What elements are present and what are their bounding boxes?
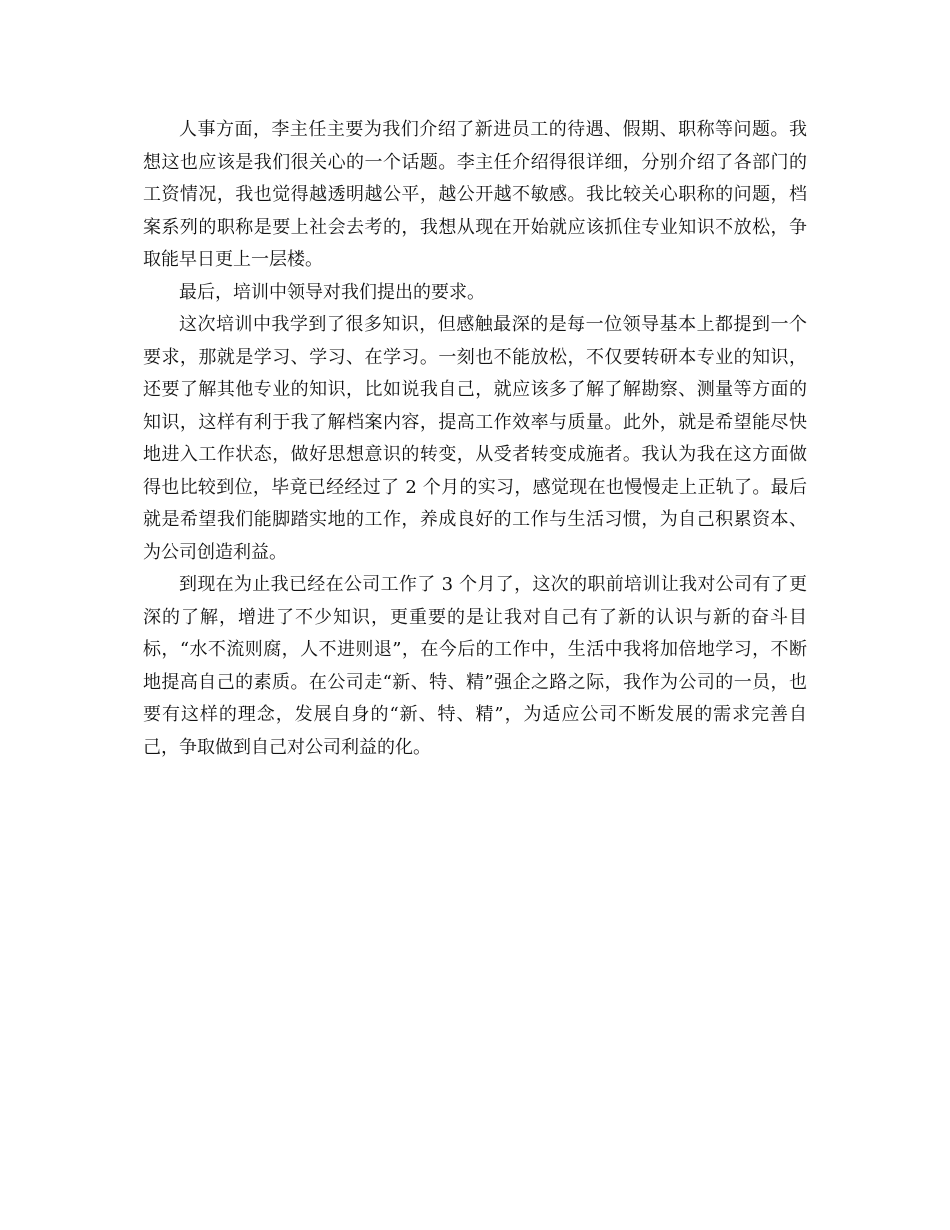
paragraph-requirements-heading: 最后，培训中领导对我们提出的要求。 [179,281,485,303]
document-body [143,114,807,764]
paragraph-personnel: 人事方面，李主任主要为我们介绍了新进员工的待遇、假期、职称等问题。我想这也应该是我们很关心的一个话题。李主任介绍得很详细，分别介绍了各部门的工资情况，我也觉得越透明越公平，越公开越不敏感。我比较关心职称的问题，档案系列的职称是要上社会去考的，我想从现在开始就应该抓住专业知识不放松，争取能早日更上一层楼。 [143,119,807,270]
paragraph-training-learning: 这次培训中我学到了很多知识，但感触最深的是每一位领导基本上都提到一个要求，那就是学习、学习、在学习。一刻也不能放松，不仅要转研本专业的知识，还要了解其他专业的知识，比如说我自己，就应该多了解了解勘察、测量等方面的知识，这样有利于我了解档案内容，提高工作效率与质量。此外，就是希望能尽快地进入工作状态，做好思想意识的转变，从受者转变成施者。我认为我在这方面做得也比较到位，毕竟已经经过了 2 个月的实习，感觉现在也慢慢走上正轨了。最后就是希望我们能脚踏实地的工作，养成良好的工作与生活习惯，为自己积累资本、为公司创造利益。 [143,314,807,563]
paragraph-conclusion: 到现在为止我已经在公司工作了 3 个月了，这次的职前培训让我对公司有了更深的了解，增进了不少知识，更重要的是让我对自己有了新的认识与新的奋斗目标，“水不流则腐，人不进则退”，在今后的工作中，生活中我将加倍地学习，不断地提高自己的素质。在公司走“新、特、精”强企之路之际，我作为公司的一员，也要有这样的理念，发展自身的“新、特、精”，为适应公司不断发展的需求完善自己，争取做到自己对公司利益的化。 [143,574,807,758]
